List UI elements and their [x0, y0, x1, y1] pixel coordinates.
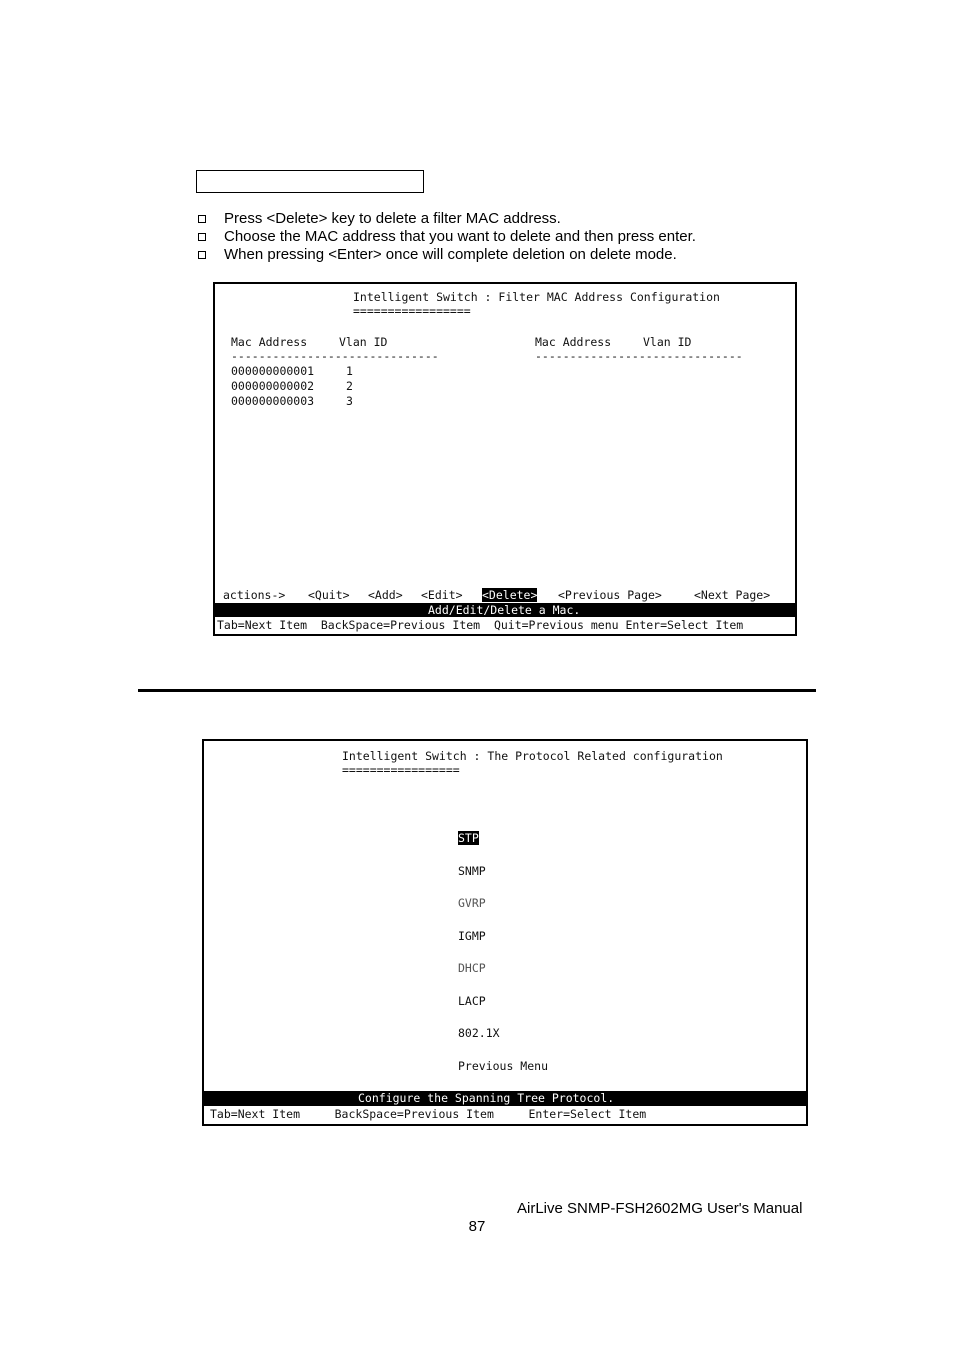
help-line: Tab=Next Item BackSpace=Previous Item Enter=Select Item	[210, 1107, 647, 1121]
menu-item-snmp[interactable]: SNMP	[458, 864, 486, 878]
table-row-mac[interactable]: 000000000003	[231, 394, 315, 408]
instruction-list	[196, 210, 836, 264]
next-page-button[interactable]: <Next Page>	[694, 588, 771, 602]
list-item: Choose the MAC address that you want to delete and then press enter.	[196, 228, 836, 246]
checkbox-bullet-icon	[198, 251, 206, 259]
status-bar	[215, 603, 795, 617]
delete-button[interactable]: <Delete>	[482, 588, 538, 602]
status-text: Add/Edit/Delete a Mac.	[428, 603, 581, 617]
manual-title: AirLive SNMP-FSH2602MG User's Manual	[517, 1200, 803, 1217]
table-row-vlan: 3	[346, 394, 353, 408]
section-divider	[138, 689, 816, 692]
list-item: When pressing <Enter> once will complete deletion on delete mode.	[196, 246, 836, 264]
menu-item-lacp[interactable]: LACP	[458, 994, 486, 1008]
table-row-vlan: 2	[346, 379, 353, 393]
menu-item-dhcp[interactable]: DHCP	[458, 961, 486, 975]
col-header-mac-left: Mac Address	[231, 335, 308, 349]
checkbox-bullet-icon	[198, 215, 206, 223]
terminal-title: Intelligent Switch : Filter MAC Address Configuration	[353, 290, 720, 304]
empty-heading-box	[196, 170, 424, 193]
status-bar	[204, 1091, 806, 1106]
table-row-mac[interactable]: 000000000002	[231, 379, 315, 393]
previous-page-button[interactable]: <Previous Page>	[558, 588, 662, 602]
actions-label: actions->	[223, 588, 286, 602]
table-row-vlan: 1	[346, 364, 353, 378]
col-header-vlan-right: Vlan ID	[643, 335, 692, 349]
dash-left: ------------------------------	[231, 349, 439, 363]
table-row-mac[interactable]: 000000000001	[231, 364, 315, 378]
checkbox-bullet-icon	[198, 233, 206, 241]
menu-item-gvrp[interactable]: GVRP	[458, 896, 486, 910]
help-line: Tab=Next Item BackSpace=Previous Item Quit=Previous menu Enter=Select Item	[217, 618, 744, 632]
col-header-mac-right: Mac Address	[535, 335, 612, 349]
menu-item-igmp[interactable]: IGMP	[458, 929, 486, 943]
title-underline: =================	[353, 304, 471, 318]
edit-button[interactable]: <Edit>	[421, 588, 463, 602]
quit-button[interactable]: <Quit>	[308, 588, 350, 602]
filter-mac-terminal	[213, 282, 797, 636]
menu-item-stp[interactable]: STP	[458, 831, 479, 845]
list-item: Press <Delete> key to delete a filter MAC address.	[196, 210, 836, 228]
terminal-title: Intelligent Switch : The Protocol Related configuration	[342, 749, 723, 763]
menu-item-8021x[interactable]: 802.1X	[458, 1026, 500, 1040]
menu-item-previous-menu[interactable]: Previous Menu	[458, 1059, 549, 1073]
add-button[interactable]: <Add>	[368, 588, 403, 602]
status-text: Configure the Spanning Tree Protocol.	[358, 1091, 615, 1105]
col-header-vlan-left: Vlan ID	[339, 335, 388, 349]
protocol-config-terminal	[202, 739, 808, 1126]
page-number: 87	[468, 1218, 486, 1235]
dash-right: ------------------------------	[535, 349, 743, 363]
title-underline: =================	[342, 763, 460, 777]
